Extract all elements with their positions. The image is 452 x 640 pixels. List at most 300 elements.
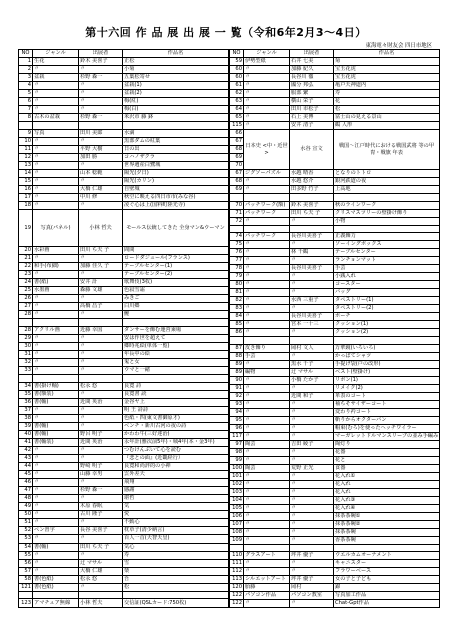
row-genre: 〃 <box>33 519 79 527</box>
row-exhibitor: 〃 <box>79 535 123 543</box>
table-row <box>19 487 229 495</box>
row-genre: 〃 <box>33 194 79 202</box>
row-genre: 〃 <box>244 512 290 520</box>
row-number: 35 <box>19 390 33 398</box>
row-genre: 〃 <box>33 366 79 374</box>
row-number: 89 <box>230 368 244 376</box>
row-number: 64 <box>230 106 244 114</box>
row-work: 黒部ダムの紅葉 <box>123 138 229 146</box>
row-number: 14 <box>19 170 33 178</box>
table-row <box>230 313 440 321</box>
row-exhibitor: 〃 <box>79 422 123 430</box>
row-work: 梅(紅) <box>123 98 229 106</box>
row-number: 46 <box>19 479 33 487</box>
row-genre: 書(軸) <box>33 398 79 406</box>
row-number: 15 <box>19 178 33 186</box>
row-work: 間間 <box>123 246 229 254</box>
row-exhibitor: 長谷川美喜子 <box>290 233 334 241</box>
table-row <box>230 178 440 186</box>
row-work: 雲外差天 <box>123 471 229 479</box>
row-work: 不動心 <box>123 519 229 527</box>
page-title: 第十六回 作 品 展 出 展 一 覧（令和6年2月3〜4日） <box>85 26 367 39</box>
row-exhibitor: 〃 <box>290 281 334 289</box>
header-work: 作品名 <box>334 50 440 58</box>
row-number: 43 <box>19 455 33 463</box>
row-genre: ジグソーパズル <box>244 170 290 178</box>
row-work: みきご <box>123 294 229 302</box>
row-genre: 日本史 <中・近世> <box>244 130 290 170</box>
row-number: 27 <box>19 303 33 311</box>
table-row <box>19 154 229 162</box>
table-row <box>230 241 440 249</box>
row-number: 101 <box>230 472 244 480</box>
table-row <box>19 246 229 254</box>
row-work: 花入れ④ <box>334 504 440 512</box>
row-work: 白川郷 <box>123 303 229 311</box>
right-table <box>229 49 440 608</box>
row-genre <box>33 319 79 327</box>
row-exhibitor: 〃 <box>79 414 123 422</box>
row-work: バッグ <box>334 289 440 297</box>
table-row <box>230 400 440 408</box>
row-exhibitor: 杉野 森一 <box>79 114 123 122</box>
row-genre: 書(色紙) <box>33 583 79 591</box>
row-exhibitor: 〃 <box>290 512 334 520</box>
row-exhibitor: 近間 和子 <box>290 392 334 400</box>
row-number <box>230 337 244 345</box>
table-row <box>230 98 440 106</box>
row-genre: 書(軸) <box>33 422 79 430</box>
row-genre: 〃 <box>244 257 290 265</box>
row-genre: 〃 <box>244 384 290 392</box>
row-number: 104 <box>230 496 244 504</box>
row-genre: 〃 <box>244 472 290 480</box>
table-row <box>19 311 229 319</box>
row-number <box>19 122 33 130</box>
row-exhibitor: 〃 <box>79 294 123 302</box>
row-genre: 〃 <box>33 82 79 90</box>
row-number: 111 <box>230 560 244 568</box>
table-row <box>19 114 229 122</box>
row-genre: 〃 <box>33 146 79 154</box>
row-genre: 〃 <box>33 178 79 186</box>
row-number: 79 <box>230 273 244 281</box>
row-genre <box>244 225 290 233</box>
row-number: 53 <box>19 535 33 543</box>
table-row <box>19 106 229 114</box>
row-genre: 〃 <box>33 106 79 114</box>
row-genre: 和手(布細) <box>33 262 79 270</box>
table-row <box>230 74 440 82</box>
left-table-body <box>19 58 229 608</box>
row-exhibitor: 山藤 幸男 <box>79 471 123 479</box>
row-number: 34 <box>19 382 33 390</box>
table-row <box>230 512 440 520</box>
row-genre: 〃 <box>244 416 290 424</box>
table-row <box>19 479 229 487</box>
row-genre: 胎藤 <box>244 584 290 592</box>
row-exhibitor: 〃 <box>79 390 123 398</box>
row-exhibitor: 〃 <box>79 138 123 146</box>
row-exhibitor: 長谷川 徹 <box>290 74 334 82</box>
row-work: 富士山の見える景山 <box>334 114 440 122</box>
row-work: 気 <box>123 503 229 511</box>
row-exhibitor <box>79 374 123 382</box>
row-work: となりのトトロ <box>334 170 440 178</box>
row-exhibitor: 〃 <box>290 600 334 608</box>
table-row <box>230 321 440 329</box>
row-genre: 〃 <box>244 217 290 225</box>
row-work: 花入れ <box>334 480 440 488</box>
table-row <box>230 297 440 305</box>
row-exhibitor <box>290 544 334 552</box>
row-work: 陶灯り <box>334 440 440 448</box>
row-genre: 〃 <box>244 82 290 90</box>
row-number: 33 <box>19 366 33 374</box>
row-work: テーブルセンター(1) <box>123 262 229 270</box>
row-genre: 〃 <box>33 334 79 342</box>
table-row <box>19 286 229 294</box>
row-number: 3 <box>19 74 33 82</box>
row-genre: 陶芸 <box>244 464 290 472</box>
header-row <box>19 50 229 58</box>
row-exhibitor <box>290 337 334 345</box>
row-work: マーガレットドルマンスリーブの並み手編み <box>335 432 439 439</box>
row-number: 81 <box>230 289 244 297</box>
row-number: 75 <box>230 241 244 249</box>
row-genre: 〃 <box>244 560 290 568</box>
row-genre: 〃 <box>33 311 79 319</box>
row-genre: 〃 <box>33 270 79 278</box>
row-exhibitor: 鈴木 美喜子 <box>79 58 123 66</box>
row-number: 2 <box>19 66 33 74</box>
table-row <box>19 202 229 210</box>
row-work: 凌ぐ心は上(国料町陸光寺) <box>123 202 229 210</box>
row-number: 95 <box>230 416 244 424</box>
row-work: 郷時兆絵(単体一覧) <box>123 342 229 350</box>
row-genre: 〃 <box>33 358 79 366</box>
table-row <box>230 360 440 368</box>
row-genre: 〃 <box>244 122 290 130</box>
table-row <box>230 201 440 209</box>
row-exhibitor: 國分 邦弘 <box>290 82 334 90</box>
table-row <box>19 122 229 130</box>
row-genre: 編物 <box>244 368 290 376</box>
table-row <box>19 527 229 535</box>
table-row <box>19 350 229 358</box>
row-exhibitor: 〃 <box>290 416 334 424</box>
row-work: ポーチ <box>334 313 440 321</box>
row-number: 113 <box>230 576 244 584</box>
row-genre: 〃 <box>244 360 290 368</box>
row-genre: 〃 <box>33 479 79 487</box>
table-row <box>19 599 229 608</box>
row-number: 108 <box>230 528 244 536</box>
row-number <box>19 591 33 599</box>
table-row <box>19 178 229 186</box>
row-genre: 〃 <box>33 487 79 495</box>
row-genre: 書(軸装) <box>33 438 79 446</box>
row-genre: 〃 <box>244 313 290 321</box>
row-number: 29 <box>19 334 33 342</box>
row-work: リボン(1) <box>334 376 440 384</box>
row-number: 70 <box>230 162 244 170</box>
row-genre: アクリル画 <box>33 326 79 334</box>
row-genre: 〃 <box>33 406 79 414</box>
row-exhibitor: 水谷 宣文 <box>290 130 334 170</box>
row-genre: 〃 <box>244 186 290 194</box>
row-genre: 〃 <box>244 504 290 512</box>
row-work: 良寛 詩 <box>123 382 229 390</box>
row-number: 1 <box>19 58 33 66</box>
row-number: 25 <box>19 286 33 294</box>
row-number: 99 <box>230 456 244 464</box>
row-work: テーブルセンター <box>334 249 440 257</box>
row-genre: 〃 <box>33 567 79 575</box>
row-number: 90 <box>230 376 244 384</box>
row-genre: 〃 <box>33 138 79 146</box>
table-row <box>19 129 229 137</box>
row-genre: 伊勢型紙 <box>244 58 290 66</box>
row-work <box>123 374 229 382</box>
row-number <box>230 194 244 202</box>
table-row <box>230 90 440 98</box>
row-exhibitor: 〃 <box>79 519 123 527</box>
table-row <box>230 488 440 496</box>
row-number: 120 <box>230 584 244 592</box>
table-row <box>230 233 440 241</box>
row-genre: 〃 <box>244 520 290 528</box>
row-number: 110 <box>230 552 244 560</box>
row-number: 92 <box>230 392 244 400</box>
row-genre: グラスアート <box>244 552 290 560</box>
table-row <box>19 535 229 543</box>
header-genre: ジャンル <box>33 50 79 58</box>
row-genre: パッチワーク <box>244 233 290 241</box>
row-number: 98 <box>230 448 244 456</box>
table-row <box>230 281 440 289</box>
row-work: タペストリー(1) <box>334 297 440 305</box>
row-genre: 〃 <box>33 303 79 311</box>
table-row <box>230 440 440 448</box>
row-exhibitor: 木原 春眠 <box>79 503 123 511</box>
row-exhibitor: 石井 七美 <box>290 58 334 66</box>
row-work: 歌舞伎(3枚) <box>123 278 229 286</box>
table-row <box>230 592 440 600</box>
row-genre: 水彩画 <box>33 246 79 254</box>
row-exhibitor: 岡村 文人 <box>290 344 334 352</box>
row-number: 18 <box>19 202 33 210</box>
left-table <box>18 49 229 608</box>
row-number: 21 <box>19 254 33 262</box>
row-exhibitor: 〃 <box>79 270 123 278</box>
row-work <box>334 194 440 202</box>
row-genre: 〃 <box>244 568 290 576</box>
table-row <box>230 432 440 440</box>
row-exhibitor: 〃 <box>290 504 334 512</box>
row-work: クッション(2) <box>334 329 440 337</box>
row-genre: 〃 <box>244 392 290 400</box>
table-row <box>19 390 229 398</box>
row-number: 82 <box>230 297 244 305</box>
row-number: 93 <box>230 400 244 408</box>
row-work: 陽光(夕日) <box>123 170 229 178</box>
table-row <box>230 424 440 432</box>
organizer-label: 東海電々財友会 四日市地区 <box>365 43 432 49</box>
row-work: 梅(白) <box>123 106 229 114</box>
row-genre: 〃 <box>33 254 79 262</box>
row-exhibitor: 小橋 たか子 <box>290 376 334 384</box>
row-number: 106 <box>230 512 244 520</box>
row-work <box>334 337 440 345</box>
row-work: 日の出 <box>123 146 229 154</box>
row-exhibitor <box>79 319 123 327</box>
table-row <box>230 384 440 392</box>
row-genre: 〃 <box>33 170 79 178</box>
row-exhibitor <box>290 194 334 202</box>
table-row <box>19 382 229 390</box>
row-exhibitor: 〃 <box>290 273 334 281</box>
row-exhibitor: 〃 <box>290 528 334 536</box>
row-number: 70 <box>230 201 244 209</box>
row-work: 花 <box>334 98 440 106</box>
row-exhibitor: パソコン教室 <box>290 592 334 600</box>
row-exhibitor: 吉田 綾子 <box>290 440 334 448</box>
row-work: 食器 <box>334 464 440 472</box>
row-genre <box>244 544 290 552</box>
row-genre: 〃 <box>33 98 79 106</box>
table-row <box>230 416 440 424</box>
row-exhibitor: 杉野 森一 <box>79 487 123 495</box>
table-row <box>230 448 440 456</box>
row-number: 54 <box>19 543 33 551</box>
row-exhibitor: 鈴木 美喜子 <box>290 201 334 209</box>
row-exhibitor: 長谷 美喜子 <box>79 527 123 535</box>
row-exhibitor: 長谷川美喜子 <box>290 265 334 273</box>
row-work: テーブルセンター(2) <box>123 270 229 278</box>
right-table-body <box>230 58 440 608</box>
table-row <box>230 600 440 608</box>
row-number: 31 <box>19 350 33 358</box>
table-row <box>230 584 440 592</box>
row-genre: 〃 <box>244 528 290 536</box>
row-work: 上高地 <box>334 186 440 194</box>
row-genre <box>33 591 79 599</box>
table-row <box>230 528 440 536</box>
row-genre: 〃 <box>244 456 290 464</box>
row-exhibitor: 〃 <box>79 66 123 74</box>
row-work: ベンチ・新川古河の夜の詩 <box>123 422 229 430</box>
row-number: 89 <box>230 360 244 368</box>
table-row <box>230 66 440 74</box>
row-number: 28 <box>19 311 33 319</box>
row-work: ベスト(壁掛け) <box>334 368 440 376</box>
row-work: タペストリー(2) <box>334 305 440 313</box>
table-row <box>230 376 440 384</box>
row-work: モールス伝統してきた 全身マン&ウーマン <box>123 210 229 246</box>
table-row <box>19 66 229 74</box>
row-exhibitor: 〃 <box>290 217 334 225</box>
row-number: 59 <box>230 58 244 66</box>
row-work: 花入れ① <box>334 472 440 480</box>
table-row <box>230 305 440 313</box>
table-row <box>19 543 229 551</box>
row-exhibitor: 水越 晴香 <box>290 170 334 178</box>
table-row <box>19 414 229 422</box>
row-work: 堪哲 <box>123 495 229 503</box>
table-row <box>19 503 229 511</box>
row-exhibitor: 〃 <box>79 311 123 319</box>
row-genre <box>244 194 290 202</box>
header-row <box>230 50 440 58</box>
row-genre: 皮き飾り <box>244 344 290 352</box>
row-work: 変わり衿コート <box>334 408 440 416</box>
table-row <box>230 504 440 512</box>
row-genre: 〃 <box>244 305 290 313</box>
row-genre: 〃 <box>33 503 79 511</box>
row-number: 83 <box>230 305 244 313</box>
row-number: 17 <box>19 194 33 202</box>
table-row <box>19 303 229 311</box>
row-exhibitor: 〃 <box>79 455 123 463</box>
row-number: 28 <box>19 326 33 334</box>
row-exhibitor: 〃 <box>290 384 334 392</box>
table-row <box>19 342 229 350</box>
row-number: 72 <box>230 217 244 225</box>
row-exhibitor: 〃 <box>290 472 334 480</box>
table-row <box>230 257 440 265</box>
row-exhibitor: 松永 悠 <box>79 575 123 583</box>
header-work: 作品名 <box>123 50 229 58</box>
row-work: 亀戸天神道内 <box>334 82 440 90</box>
row-exhibitor: 荒野 正光 <box>290 464 334 472</box>
table-row <box>19 358 229 366</box>
table-row <box>19 374 229 382</box>
row-work: 宝玉花虎 <box>334 74 440 82</box>
table-row <box>19 334 229 342</box>
row-number: 84 <box>230 313 244 321</box>
row-exhibitor: 安井 清子 <box>290 122 334 130</box>
row-genre <box>33 122 79 130</box>
row-exhibitor: 田川 市松子 <box>290 106 334 114</box>
table-row <box>230 536 440 544</box>
table-row <box>230 368 440 376</box>
table-row <box>19 495 229 503</box>
row-work: 盆栽(2) <box>123 90 229 98</box>
row-genre: 〃 <box>33 559 79 567</box>
row-genre <box>244 337 290 345</box>
table-row <box>19 430 229 438</box>
row-genre: 〃 <box>33 511 79 519</box>
row-exhibitor: 〃 <box>79 479 123 487</box>
row-number: 103 <box>230 488 244 496</box>
row-work: 写真加工作品 <box>334 592 440 600</box>
row-exhibitor: 〃 <box>290 536 334 544</box>
table-row <box>19 90 229 98</box>
row-genre: 〃 <box>33 186 79 194</box>
row-number: 97 <box>230 440 244 448</box>
row-exhibitor: 坪井 優子 <box>290 576 334 584</box>
row-work <box>123 591 229 599</box>
table-row <box>19 559 229 567</box>
row-number: 63 <box>230 98 244 106</box>
row-genre: 書(軸) <box>33 430 79 438</box>
row-genre: 手芸 <box>244 352 290 360</box>
row-genre: 〃 <box>33 342 79 350</box>
table-row <box>230 560 440 568</box>
row-work: 良寛書 読 <box>123 390 229 398</box>
row-genre: 水墨画 <box>33 286 79 294</box>
